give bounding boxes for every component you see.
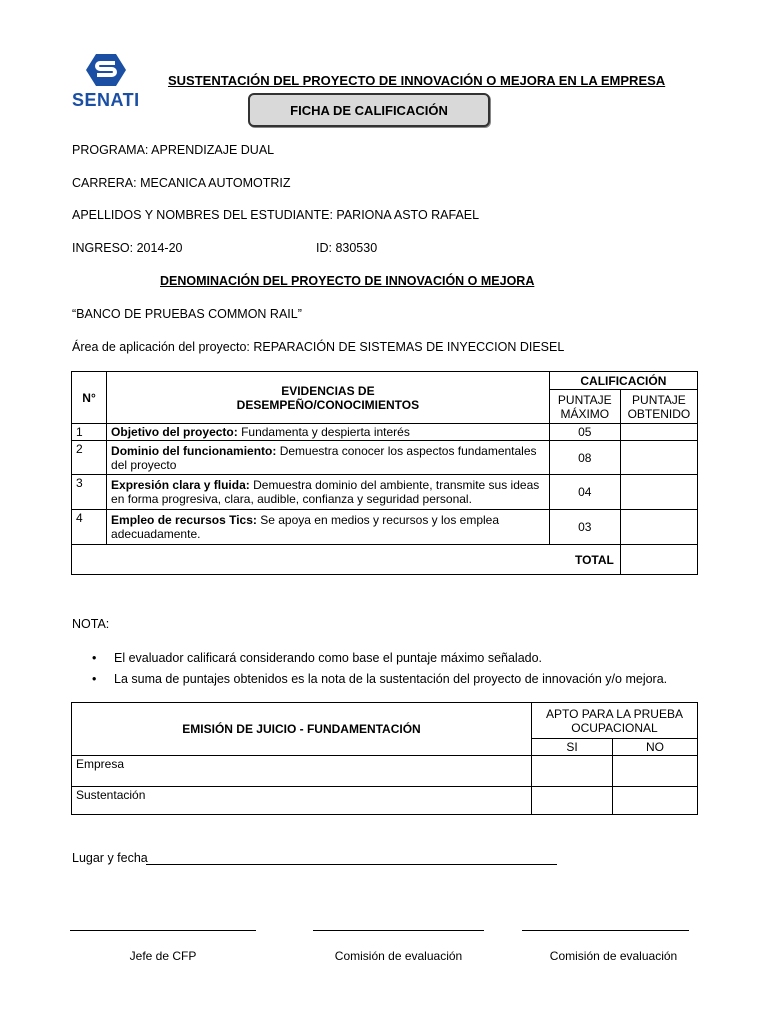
table-row [72,441,698,475]
total-row [72,545,698,575]
row-desc [107,441,550,475]
id-line: ID: 830530 [316,241,378,255]
bullet-text: La suma de puntajes obtenidos es la nota de la sustentación del proyecto de innovación y/o mejora. [114,672,668,686]
table-row [72,424,698,441]
col-header-max [549,390,620,424]
table-row [72,475,698,510]
row-text: Demuestra conocer los aspectos fundamentales del proyecto [111,443,537,472]
row-title: Empleo de recursos Tics: [111,513,257,527]
obt-line-1: PUNTAJE [632,392,686,407]
row-max: 08 [549,441,620,475]
bullet-dot: • [92,672,97,686]
col-header-apto [532,703,698,739]
row-desc [107,510,550,545]
evidencias-line-1: EVIDENCIAS DE [281,383,375,398]
col-header-no: NO [613,739,698,756]
apto-line-1: APTO PARA LA PRUEBA [546,706,683,721]
ficha-title: FICHA DE CALIFICACIÓN [290,102,448,118]
row-label-sustentacion: Sustentación [72,787,532,815]
row-max: 04 [549,475,620,510]
empresa-si-cell[interactable] [532,756,613,787]
row-max: 05 [549,424,620,441]
row-desc [107,424,550,441]
apto-line-2: OCUPACIONAL [571,720,658,735]
row-title: Dominio del funcionamiento: [111,443,277,458]
ingreso-line: INGRESO: 2014-20 [72,241,183,255]
row-text: Se apoya en medios y recursos y los emplea adecuadamente. [111,513,500,541]
row-max: 03 [549,510,620,545]
evaluation-table [71,371,698,575]
row-obtenido[interactable] [620,510,697,545]
senati-logo [72,52,152,122]
signature-label-jefe: Jefe de CFP [129,949,197,963]
denominacion-heading: DENOMINACIÓN DEL PROYECTO DE INNOVACIÓN O MEJORA [160,274,535,288]
signature-line-3[interactable] [522,930,689,931]
row-obtenido[interactable] [620,424,697,441]
col-header-calificacion: CALIFICACIÓN [549,372,697,390]
table-row [72,510,698,545]
senati-hexagon-icon [86,52,126,88]
project-name: “BANCO DE PRUEBAS COMMON RAIL” [72,307,302,321]
nota-bullet [92,672,667,686]
nota-label: NOTA: [72,617,110,631]
max-line-1: PUNTAJE [557,392,612,407]
col-header-num: N° [72,372,107,424]
sustentacion-no-cell[interactable] [613,787,698,815]
row-label-empresa: Empresa [72,756,532,787]
table-row [72,787,698,815]
area-line: Área de aplicación del proyecto: REPARACIÓN DE SISTEMAS DE INYECCION DIESEL [72,340,565,354]
lugar-fecha-line[interactable] [146,864,557,865]
sustentacion-si-cell[interactable] [532,787,613,815]
obt-line-2: OBTENIDO [627,406,691,421]
carrera-line: CARRERA: MECANICA AUTOMOTRIZ [72,176,291,190]
table-row [72,756,698,787]
estudiante-line: APELLIDOS Y NOMBRES DEL ESTUDIANTE: PARIONA ASTO RAFAEL [72,208,480,222]
row-num: 1 [72,424,107,441]
total-value[interactable] [620,545,697,575]
max-line-2: MÁXIMO [560,406,610,421]
row-desc [107,475,550,510]
row-obtenido[interactable] [620,441,697,475]
page-title: SUSTENTACIÓN DEL PROYECTO DE INNOVACIÓN O MEJORA EN LA EMPRESA [168,73,666,88]
col-header-obtenido [620,390,697,424]
col-header-si: SI [532,739,613,756]
col-header-evidencias [107,372,550,424]
row-obtenido[interactable] [620,475,697,510]
row-num: 4 [72,510,107,545]
ficha-title-box [248,93,490,127]
lugar-fecha-label: Lugar y fecha [72,851,148,865]
signature-line-1[interactable] [70,930,256,931]
col-header-emision: EMISIÓN DE JUICIO - FUNDAMENTACIÓN [72,703,532,756]
judgement-table [71,702,698,815]
empresa-no-cell[interactable] [613,756,698,787]
bullet-dot: • [92,651,97,665]
row-num: 3 [72,475,107,510]
bullet-text: El evaluador calificará considerando como base el puntaje máximo señalado. [114,651,543,665]
nota-bullet [92,651,542,665]
row-title: Objetivo del proyecto: [111,425,238,439]
total-label: TOTAL [72,545,621,575]
row-num: 2 [72,441,107,475]
evidencias-line-2: DESEMPEÑO/CONOCIMIENTOS [236,397,420,412]
signature-label-comision-2: Comisión de evaluación [549,949,678,963]
row-text: Demuestra dominio del ambiente, transmite sus ideas en forma progresiva, clara, audible, confianza y seguridad personal. [111,478,540,506]
row-text: Fundamenta y despierta interés [237,425,410,439]
row-title: Expresión clara y fluida: [111,478,250,492]
programa-line: PROGRAMA: APRENDIZAJE DUAL [72,143,275,157]
signature-label-comision-1: Comisión de evaluación [334,949,463,963]
signature-line-2[interactable] [313,930,484,931]
logo-text: SENATI [72,90,140,110]
